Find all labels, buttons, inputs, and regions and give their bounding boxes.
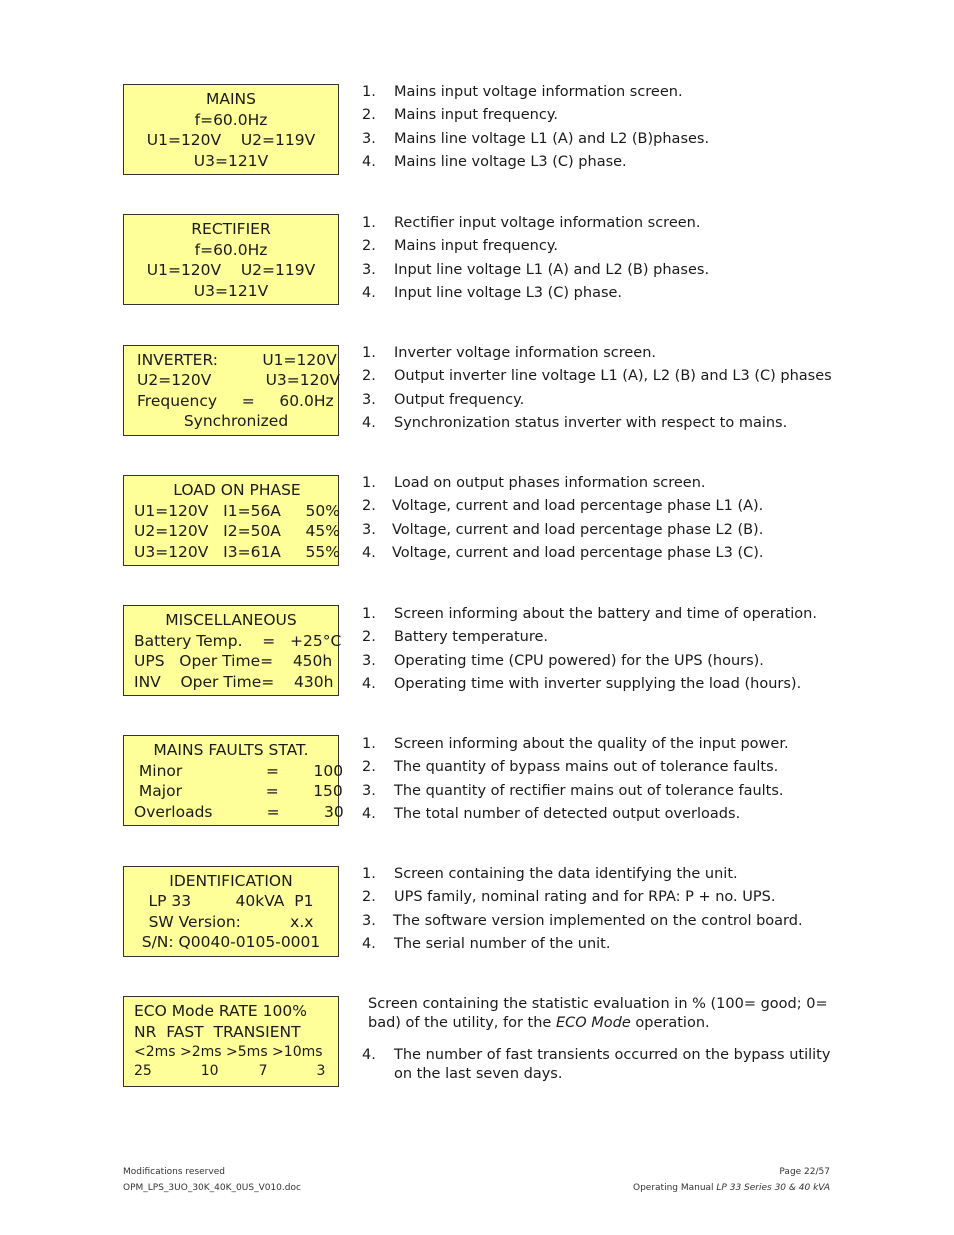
- lcd-line: LOAD ON PHASE: [173, 481, 301, 499]
- item-number: 4.: [362, 414, 376, 431]
- lcd-line: U1=120V U2=119V: [146, 131, 316, 149]
- list-item: [362, 283, 832, 306]
- lcd-screen-mains-faults: [123, 735, 344, 826]
- item-text: Mains input frequency.: [394, 107, 558, 124]
- item-number: 3.: [362, 130, 376, 147]
- lcd-line: U3=121V: [193, 152, 269, 170]
- lcd-line: MAINS FAULTS STAT.: [153, 741, 309, 759]
- lcd-screen-inverter: [123, 345, 339, 436]
- item-text: Synchronization status inverter with respect to mains.: [394, 414, 788, 431]
- item-text: Load on output phases information screen.: [394, 475, 706, 491]
- eco-desc-italic: ECO Mode: [555, 1015, 631, 1031]
- item-text: UPS family, nominal rating and for RPA: P + no. UPS.: [394, 889, 776, 906]
- item-text: Mains input voltage information screen.: [394, 84, 683, 100]
- list-item: [362, 934, 832, 957]
- list-item: [362, 604, 832, 627]
- footer-filename: OPM_LPS_3UO_30K_40K_0US_V010.doc: [123, 1183, 301, 1193]
- lcd-line: LP 33 40kVA P1: [148, 892, 314, 910]
- item-text: Operating time (CPU powered) for the UPS (hours).: [394, 652, 764, 669]
- item-number: 4.: [362, 675, 376, 692]
- item-text: Voltage, current and load percentage phase L2 (B).: [392, 521, 764, 538]
- item-number: 1.: [362, 475, 376, 491]
- footer-manual-prefix: Operating Manual: [633, 1183, 717, 1193]
- item-text: Output frequency.: [394, 391, 525, 408]
- item-text: Output inverter line voltage L1 (A), L2 (B) and L3 (C) phases: [394, 368, 832, 385]
- lcd-line: S/N: Q0040-0105-0001: [141, 933, 321, 951]
- list-item: [362, 627, 832, 650]
- item-number: 3.: [362, 782, 376, 799]
- item-text: Inverter voltage information screen.: [394, 345, 656, 361]
- list-item: [362, 651, 832, 674]
- list-item: [362, 804, 832, 827]
- lcd-line: f=60.0Hz: [194, 111, 268, 129]
- list-item: [362, 911, 832, 934]
- description-list-rectifier: [362, 213, 832, 306]
- footer-manual-series: LP 33 Series 30 & 40 kVA: [716, 1183, 830, 1193]
- item-text: Screen informing about the quality of the input power.: [394, 736, 789, 752]
- lcd-line: ECO Mode RATE 100%: [134, 1002, 307, 1020]
- list-item: [362, 260, 832, 283]
- lcd-line: Battery Temp. = +25°C: [134, 632, 342, 650]
- item-text: Battery temperature.: [394, 629, 549, 646]
- lcd-line: U2=120V U3=120V: [137, 371, 340, 389]
- list-item: [362, 213, 832, 236]
- item-text: Voltage, current and load percentage phase L3 (C).: [392, 544, 764, 561]
- item-text: Mains line voltage L3 (C) phase.: [394, 153, 627, 170]
- description-list-mains: [362, 82, 832, 175]
- item-text: Rectifier input voltage information screen.: [394, 215, 701, 231]
- item-number: 1.: [362, 606, 376, 622]
- list-item: [362, 82, 832, 105]
- list-item: [362, 734, 832, 757]
- item-number: 4.: [362, 153, 376, 170]
- list-item: [362, 236, 832, 259]
- item-text: Mains line voltage L1 (A) and L2 (B)phases.: [394, 130, 710, 147]
- eco-desc-prefix: Screen containing the statistic evaluation in % (100= good; 0= bad) of the utility, for the: [368, 996, 828, 1031]
- list-item: [362, 520, 832, 543]
- lcd-line: Synchronized: [183, 412, 289, 430]
- item-number: 2.: [362, 238, 376, 255]
- item-number: 3.: [362, 652, 376, 669]
- footer-left: [123, 1166, 301, 1194]
- description-list-misc: [362, 604, 832, 697]
- lcd-line: MAINS: [206, 90, 256, 108]
- item-number: 2.: [362, 629, 376, 646]
- lcd-line: Frequency = 60.0Hz: [137, 392, 334, 410]
- description-list-faults: [362, 734, 832, 827]
- lcd-line: UPS Oper Time= 450h: [134, 652, 333, 670]
- item-number: 3.: [362, 261, 376, 278]
- item-text: The software version implemented on the control board.: [393, 912, 803, 929]
- item-text: Input line voltage L3 (C) phase.: [394, 284, 623, 301]
- list-item: [362, 390, 832, 413]
- item-text: Operating time with inverter supplying the load (hours).: [394, 675, 802, 692]
- item-number: 3.: [362, 521, 376, 538]
- item-number: 2.: [362, 889, 376, 906]
- lcd-line: U2=120V I2=50A 45%: [134, 522, 340, 540]
- item-text: Screen containing the data identifying the unit.: [394, 866, 738, 882]
- item-number: 2.: [362, 107, 376, 124]
- item-text: Voltage, current and load percentage phase L1 (A).: [392, 498, 764, 515]
- item-text: The quantity of bypass mains out of tolerance faults.: [394, 759, 779, 776]
- item-text: Input line voltage L1 (A) and L2 (B) phases.: [394, 261, 710, 278]
- list-item: [362, 674, 832, 697]
- list-item: [362, 757, 832, 780]
- list-item: [362, 887, 832, 910]
- list-item: [362, 366, 832, 389]
- list-item: [362, 473, 832, 496]
- list-item: [362, 781, 832, 804]
- lcd-line: U3=120V I3=61A 55%: [134, 543, 340, 561]
- item-text: Mains input frequency.: [394, 238, 558, 255]
- description-list-inverter: [362, 343, 832, 436]
- list-item: [362, 152, 832, 175]
- lcd-line: IDENTIFICATION: [169, 872, 293, 890]
- lcd-screen-eco-mode: [123, 996, 339, 1087]
- item-number: 4.: [362, 935, 376, 952]
- eco-mode-description: [368, 995, 833, 1033]
- list-item: [362, 413, 832, 436]
- list-item: [362, 864, 832, 887]
- lcd-line: RECTIFIER: [191, 220, 271, 238]
- lcd-screen-rectifier: [123, 214, 339, 305]
- lcd-line: INVERTER: U1=120V: [137, 351, 337, 369]
- lcd-line: INV Oper Time= 430h: [134, 673, 334, 691]
- lcd-line: NR FAST TRANSIENT: [134, 1023, 301, 1041]
- item-number: 1.: [362, 215, 376, 231]
- item-text: Screen informing about the battery and time of operation.: [394, 606, 817, 622]
- item-number: 2.: [362, 498, 376, 515]
- list-item: [362, 543, 832, 566]
- item-text: The quantity of rectifier mains out of tolerance faults.: [394, 782, 784, 799]
- footer-right: [633, 1166, 830, 1194]
- footer-manual-title: [633, 1182, 830, 1194]
- lcd-line: <2ms >2ms >5ms >10ms: [134, 1044, 323, 1060]
- description-list-load: [362, 473, 832, 566]
- lcd-line: Major = 150: [134, 782, 343, 800]
- lcd-line: U1=120V U2=119V: [146, 261, 316, 279]
- lcd-line: 25 10 7 3: [134, 1063, 326, 1079]
- lcd-line: U3=121V: [193, 282, 269, 300]
- lcd-screen-miscellaneous: [123, 605, 342, 696]
- lcd-line: U1=120V I1=56A 50%: [134, 502, 340, 520]
- item-number: 1.: [362, 736, 376, 752]
- lcd-line: Overloads = 30: [134, 803, 344, 821]
- list-item: [362, 496, 832, 519]
- item-text: The total number of detected output overloads.: [394, 805, 741, 822]
- eco-desc-suffix: operation.: [630, 1015, 710, 1031]
- item-number: 4.: [362, 805, 376, 822]
- item-number: 1.: [362, 84, 376, 100]
- item-number: 4.: [362, 284, 376, 301]
- item-number: 4.: [362, 1047, 376, 1063]
- item-number: 2.: [362, 759, 376, 776]
- list-item: [362, 343, 832, 366]
- lcd-line: f=60.0Hz: [194, 241, 268, 259]
- item-number: 1.: [362, 866, 376, 882]
- lcd-screen-load-on-phase: [123, 475, 339, 566]
- list-item: [362, 129, 832, 152]
- item-number: 3.: [362, 391, 376, 408]
- lcd-screen-mains: [123, 84, 339, 175]
- description-list-identification: [362, 864, 832, 957]
- footer-page-number: Page 22/57: [779, 1167, 830, 1177]
- lcd-line: SW Version: x.x: [148, 913, 314, 931]
- lcd-line: Minor = 100: [134, 762, 344, 780]
- lcd-line: MISCELLANEOUS: [165, 611, 297, 629]
- item-text: The number of fast transients occurred on the bypass utility on the last seven days.: [394, 1047, 831, 1082]
- item-number: 2.: [362, 368, 376, 385]
- list-item: [362, 105, 832, 128]
- item-number: 1.: [362, 345, 376, 361]
- item-number: 4.: [362, 544, 376, 561]
- lcd-screen-identification: [123, 866, 339, 957]
- footer-modifications: Modifications reserved: [123, 1167, 225, 1177]
- item-number: 3.: [362, 912, 376, 929]
- item-text: The serial number of the unit.: [394, 935, 611, 952]
